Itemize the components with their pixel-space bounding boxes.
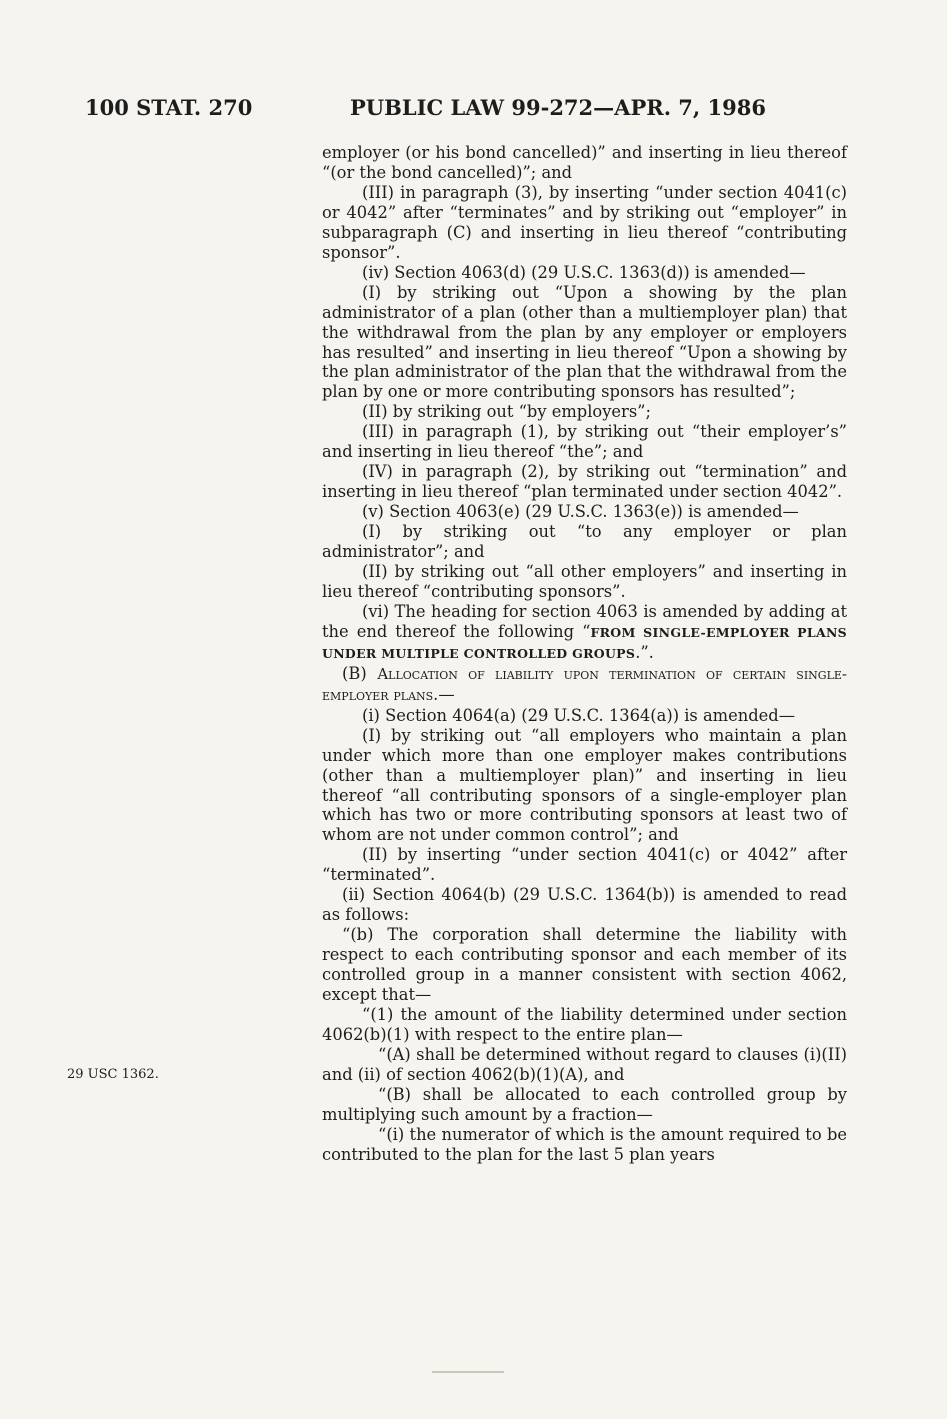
- text-run: .”.: [635, 642, 654, 662]
- heading-text: FROM SINGLE-EMPLOYER PLANS UNDER MULTIPLE CONTROLLED GROUPS: [322, 624, 848, 661]
- paragraph: (IV) in paragraph (2), by striking out “termination” and inserting in lieu thereof “plan terminated under section 4042”.: [322, 462, 847, 502]
- paragraph: (III) in paragraph (3), by inserting “under section 4041(c) or 4042” after “terminates” and by striking out “employer” in subparagraph (C) and inserting in lieu thereof “contributing sponsor”.: [322, 182, 847, 262]
- paragraph: (I) by striking out “to any employer or plan administrator”; and: [322, 522, 847, 562]
- paragraph: (III) in paragraph (1), by striking out “their employer’s” and inserting in lieu thereof “the”; and: [322, 422, 847, 462]
- text-run: .—: [433, 684, 455, 704]
- paragraph: (iv) Section 4063(d) (29 U.S.C. 1363(d)) is amended—: [362, 262, 806, 282]
- paragraph: [322, 664, 847, 706]
- text-run: (vi) The heading for section 4063 is amended by adding at the end thereof the following “: [322, 601, 847, 641]
- paragraph: (II) by striking out “by employers”;: [362, 402, 651, 422]
- paragraph: (i) Section 4064(a) (29 U.S.C. 1364(a)) is amended—: [362, 705, 795, 725]
- paragraph: “(i) the numerator of which is the amount required to be contributed to the plan for the last 5 plan years: [322, 1124, 847, 1164]
- paragraph: “(A) shall be determined without regard to clauses (i)(II) and (ii) of section 4062(b)(1)(A), and: [322, 1044, 847, 1084]
- paragraph: “(1) the amount of the liability determined under section 4062(b)(1) with respect to the entire plan—: [322, 1004, 847, 1044]
- paragraph: employer (or his bond cancelled)” and inserting in lieu thereof “(or the bond cancelled)”; and: [322, 143, 847, 182]
- stat-reference: 100 STAT. 270: [85, 95, 253, 120]
- subsection-heading: Allocation of liability upon termination of certain single-employer plans: [322, 664, 847, 704]
- law-title: PUBLIC LAW 99-272—APR. 7, 1986: [350, 95, 766, 120]
- paragraph: (v) Section 4063(e) (29 U.S.C. 1363(e)) is amended—: [362, 502, 799, 522]
- statute-body: [322, 143, 847, 1165]
- paragraph: (I) by striking out “Upon a showing by the plan administrator of a plan (other than a multiemployer plan) that the withdrawal from the plan by any employer or employers has resulted” and inserting in lieu thereof “Upon a showing by the plan administrator of the plan that the withdrawal from the plan by one or more contributing sponsors has resulted”;: [322, 282, 847, 402]
- paragraph: (II) by striking out “all other employers” and inserting in lieu thereof “contributing sponsors”.: [322, 562, 847, 601]
- paragraph: “(b) The corporation shall determine the liability with respect to each contributing sponsor and each member of its controlled group in a manner consistent with section 4062, except that—: [322, 925, 847, 1005]
- paragraph: “(B) shall be allocated to each controlled group by multiplying such amount by a fraction—: [322, 1084, 847, 1124]
- paragraph: (ii) Section 4064(b) (29 U.S.C. 1364(b)) is amended to read as follows:: [322, 885, 847, 925]
- paragraph: (II) by inserting “under section 4041(c) or 4042” after “terminated”.: [322, 845, 847, 885]
- paragraph: [322, 602, 847, 664]
- paragraph: (I) by striking out “all employers who maintain a plan under which more than one employer makes contributions (other than a multiemployer plan)” and inserting in lieu thereof “all contributing sponsors of a single-employer plan which has two or more contributing sponsors at least two of whom are not under common control”; and: [322, 725, 847, 845]
- text-run: (B): [342, 663, 378, 683]
- margin-citation: 29 USC 1362.: [67, 1067, 159, 1082]
- scan-mark: [432, 1371, 504, 1373]
